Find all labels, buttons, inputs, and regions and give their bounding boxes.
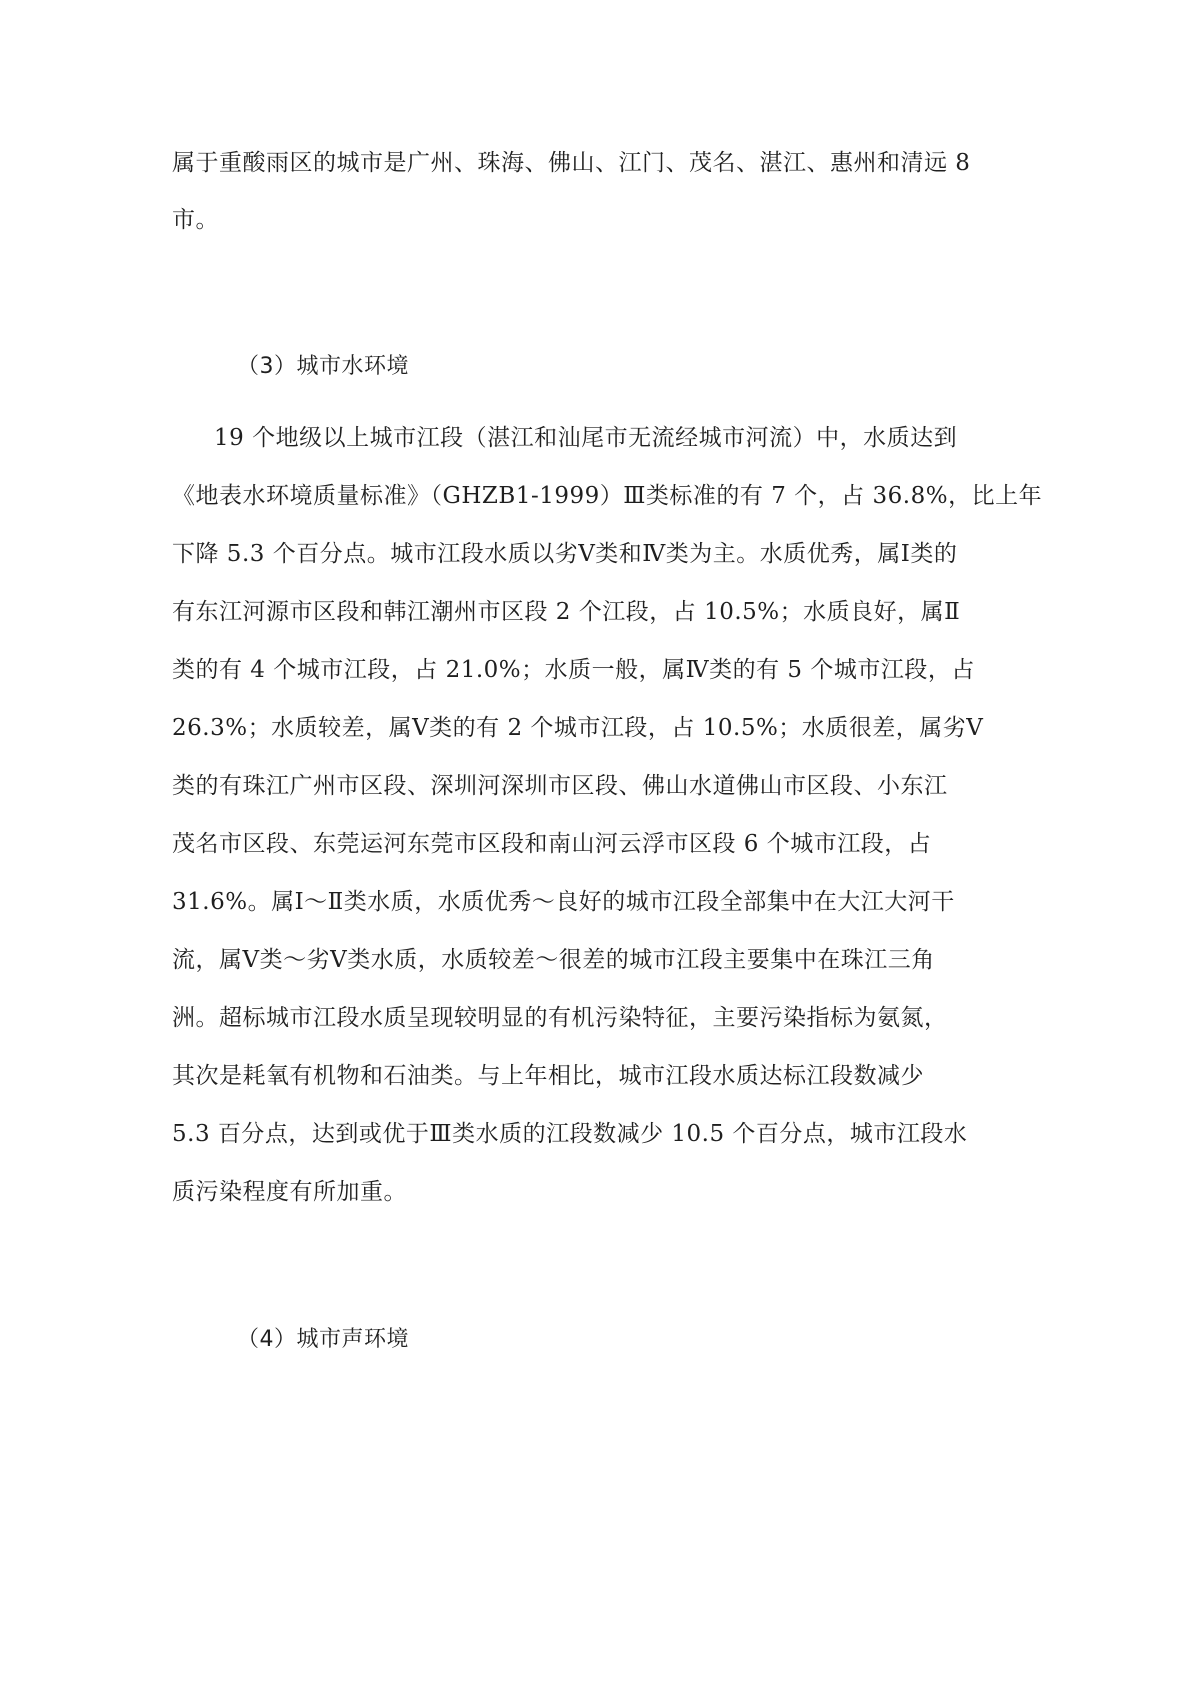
paragraph-line: 有东江河源市区段和韩江潮州市区段 2 个江段，占 10.5%；水质良好，属Ⅱ (172, 599, 961, 625)
paragraph-line: 质污染程度有所加重。 (172, 1179, 407, 1205)
section-heading-water: （3）城市水环境 (237, 354, 409, 379)
paragraph-line: 流，属Ⅴ类～劣Ⅴ类水质，水质较差～很差的城市江段主要集中在珠江三角 (172, 947, 935, 973)
paragraph-line: 类的有 4 个城市江段，占 21.0%；水质一般，属Ⅳ类的有 5 个城市江段，占 (172, 657, 975, 683)
paragraph-line: 市。 (172, 207, 219, 233)
section-heading-noise: （4）城市声环境 (237, 1327, 409, 1352)
paragraph-line: 5.3 百分点，达到或优于Ⅲ类水质的江段数减少 10.5 个百分点，城市江段水 (172, 1121, 968, 1147)
paragraph-line: 洲。超标城市江段水质呈现较明显的有机污染特征，主要污染指标为氨氮， (172, 1005, 948, 1031)
paragraph-line: 19 个地级以上城市江段（湛江和汕尾市无流经城市河流）中，水质达到 (214, 425, 958, 451)
paragraph-line: 下降 5.3 个百分点。城市江段水质以劣Ⅴ类和Ⅳ类为主。水质优秀，属Ⅰ类的 (172, 541, 958, 567)
paragraph-line: 类的有珠江广州市区段、深圳河深圳市区段、佛山水道佛山市区段、小东江 (172, 773, 948, 799)
paragraph-line: 26.3%；水质较差，属Ⅴ类的有 2 个城市江段，占 10.5%；水质很差，属劣Ⅴ (172, 715, 984, 741)
paragraph-line: 《地表水环境质量标准》（GHZB1-1999）Ⅲ类标准的有 7 个，占 36.8%，比上年 (172, 483, 1043, 509)
paragraph-line: 茂名市区段、东莞运河东莞市区段和南山河云浮市区段 6 个城市江段，占 (172, 831, 932, 857)
paragraph-line: 属于重酸雨区的城市是广州、珠海、佛山、江门、茂名、湛江、惠州和清远 8 (172, 150, 971, 176)
paragraph-line: 31.6%。属Ⅰ～Ⅱ类水质，水质优秀～良好的城市江段全部集中在大江大河干 (172, 889, 955, 915)
paragraph-line: 其次是耗氧有机物和石油类。与上年相比，城市江段水质达标江段数减少 (172, 1063, 924, 1089)
